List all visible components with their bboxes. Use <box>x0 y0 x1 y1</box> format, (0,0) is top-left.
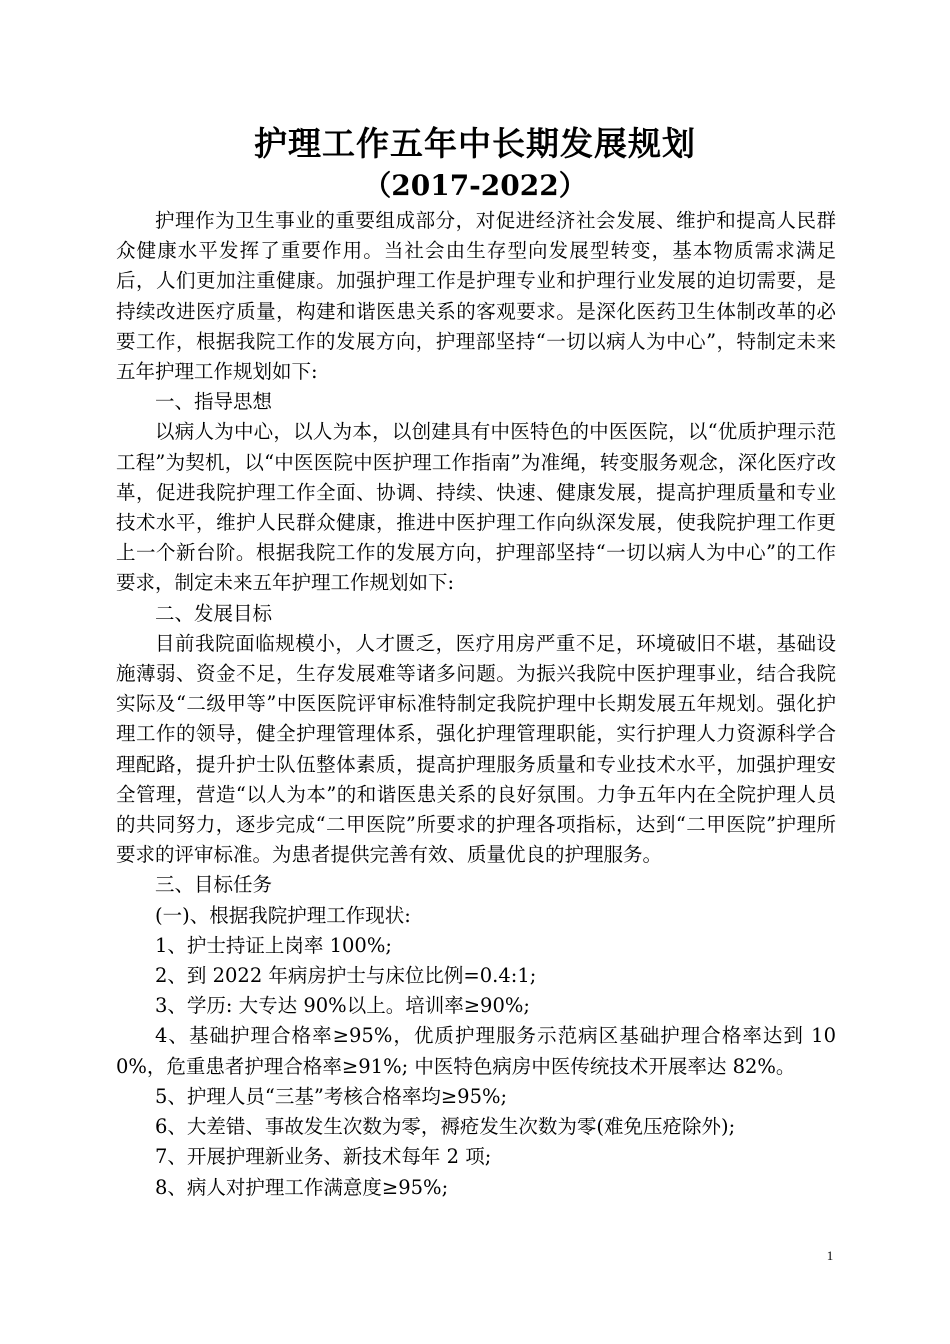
list-item: 3、学历: 大专达 90%以上。培训率≥90%; <box>155 994 530 1018</box>
section-heading-guiding-ideology: 一、指导思想 <box>155 390 273 414</box>
section-heading-target-tasks: 三、目标任务 <box>155 873 273 897</box>
document-subtitle: （2017-2022） <box>363 169 587 202</box>
list-item: 2、到 2022 年病房护士与床位比例=0.4:1; <box>155 964 537 988</box>
list-item: 8、病人对护理工作满意度≥95%; <box>155 1175 449 1199</box>
subsection-heading-current-status: (一)、根据我院护理工作现状: <box>155 903 411 927</box>
document-body <box>116 206 836 1203</box>
list-item: 7、开展护理新业务、新技术每年 2 项; <box>155 1145 492 1169</box>
document-title: 护理工作五年中长期发展规划 <box>254 124 696 163</box>
intro-paragraph: 护理作为卫生事业的重要组成部分，对促进经济社会发展、维护和提高人民群众健康水平发挥了重要作用。当社会由生存型向发展型转变，基本物质需求满足后，人们更加注重健康。加强护理工作是护理专业和护理行业发展的迫切需要，是持续改进医疗质量，构建和谐医患关系的客观要求。是深化医药卫生体制改革的必要工作，根据我院工作的发展方向，护理部坚持“一切以病人为中心”，特制定未来五年护理工作规划如下: <box>116 209 836 384</box>
list-item: 6、大差错、事故发生次数为零，褥疮发生次数为零(难免压疮除外); <box>155 1115 736 1139</box>
page-number: 1 <box>826 1248 834 1263</box>
guiding-ideology-paragraph: 以病人为中心，以人为本，以创建具有中医特色的中医医院，以“优质护理示范工程”为契机，以“中医医院中医护理工作指南”为准绳，转变服务观念，深化医疗改革，促进我院护理工作全面、协调、持续、快速、健康发展，提高护理质量和专业技术水平，维护人民群众健康，推进中医护理工作向纵深发展，使我院护理工作更上一个新台阶。根据我院工作的发展方向，护理部坚持“一切以病人为中心”的工作要求，制定未来五年护理工作规划如下: <box>116 420 836 595</box>
list-item: 1、护士持证上岗率 100%; <box>155 933 392 957</box>
list-item: 5、护理人员“三基”考核合格率均≥95%; <box>155 1084 508 1108</box>
development-goals-paragraph: 目前我院面临规模小，人才匮乏，医疗用房严重不足，环境破旧不堪，基础设施薄弱、资金不足，生存发展难等诸多问题。为振兴我院中医护理事业，结合我院实际及“二级甲等”中医医院评审标准特制定我院护理中长期发展五年规划。强化护理工作的领导，健全护理管理体系，强化护理管理职能，实行护理人力资源科学合理配路，提升护士队伍整体素质，提高护理服务质量和专业技术水平，加强护理安全管理，营造“以人为本”的和谐医患关系的良好氛围。力争五年内在全院护理人员的共同努力，逐步完成“二甲医院”所要求的护理各项指标，达到“二甲医院”护理所要求的评审标准。为患者提供完善有效、质量优良的护理服务。 <box>116 631 836 867</box>
section-heading-development-goals: 二、发展目标 <box>155 601 273 625</box>
list-item: 4、基础护理合格率≥95%，优质护理服务示范病区基础护理合格率达到 100%，危重患者护理合格率≥91%; 中医特色病房中医传统技术开展率达 82%。 <box>116 1024 836 1078</box>
